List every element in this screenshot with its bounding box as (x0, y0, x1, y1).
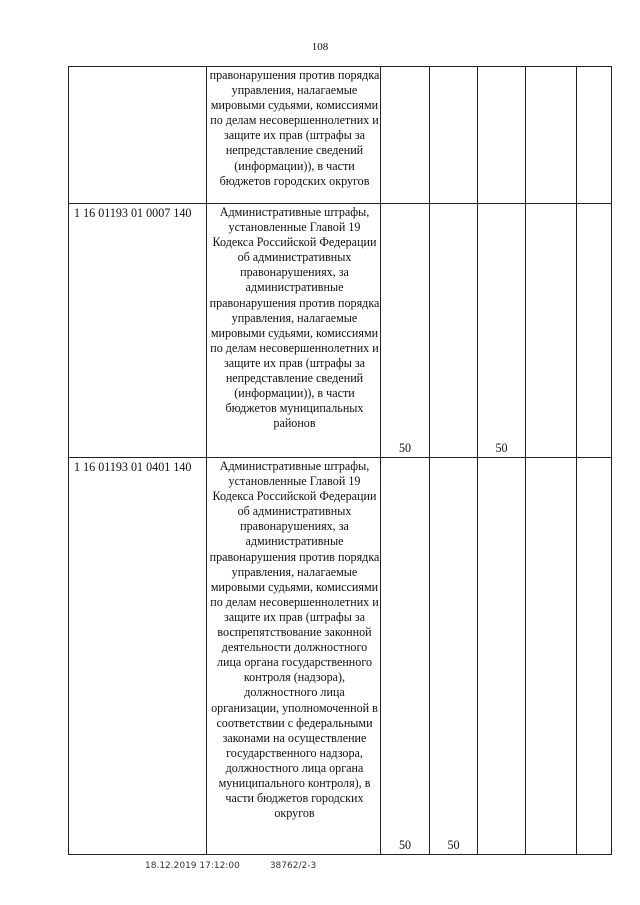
budget-code-cell: 1 16 01193 01 0007 140 (68, 204, 206, 457)
footer-timestamp: 18.12.2019 17:12:00 (145, 861, 240, 871)
value-cell (429, 67, 477, 203)
description-cell: правонарушения против порядка управления, налагаемые мировыми судьями, комиссиями по делам несовершеннолетних и защите их прав (штрафы за непредставление сведений (информации)), в части бюджетов городских округов (206, 67, 380, 203)
value-cell (525, 67, 576, 203)
description-cell: Административные штрафы, установленные Главой 19 Кодекса Российской Федерации об административных правонарушениях, за административные правонарушения против порядка управления, налагаемые мировыми судьями, комиссиями по делам несовершеннолетних и защите их прав (штрафы за воспрепятствование законной деятельности должностного лица органа государственного контроля (надзора), должностного лица организации, уполномоченной в соответствии с федеральными законами на осуществление государственного надзора, должностного лица органа муниципального контроля), в части бюджетов городских округов (206, 458, 380, 854)
value-cell (525, 204, 576, 457)
value-cell: 50 (477, 204, 525, 457)
value-cell (429, 204, 477, 457)
page-number: 108 (311, 41, 329, 53)
budget-code-cell (68, 67, 206, 203)
value-cell (477, 458, 525, 854)
value-cell (525, 458, 576, 854)
table-row (68, 457, 612, 855)
table-row (68, 203, 612, 457)
value-cell: 50 (429, 458, 477, 854)
document-footer (145, 861, 316, 871)
value-cell (576, 204, 612, 457)
budget-code-table (68, 66, 612, 855)
value-cell (380, 67, 429, 203)
table-row (68, 66, 612, 203)
value-cell: 50 (380, 204, 429, 457)
budget-code-cell: 1 16 01193 01 0401 140 (68, 458, 206, 854)
value-cell (477, 67, 525, 203)
value-cell (576, 67, 612, 203)
value-cell: 50 (380, 458, 429, 854)
footer-doc-id: 38762/2-3 (269, 861, 317, 871)
value-cell (576, 458, 612, 854)
description-cell: Административные штрафы, установленные Главой 19 Кодекса Российской Федерации об административных правонарушениях, за административные правонарушения против порядка управления, налагаемые мировыми судьями, комиссиями по делам несовершеннолетних и защите их прав (штрафы за непредставление сведений (информации)), в части бюджетов муниципальных районов (206, 204, 380, 457)
